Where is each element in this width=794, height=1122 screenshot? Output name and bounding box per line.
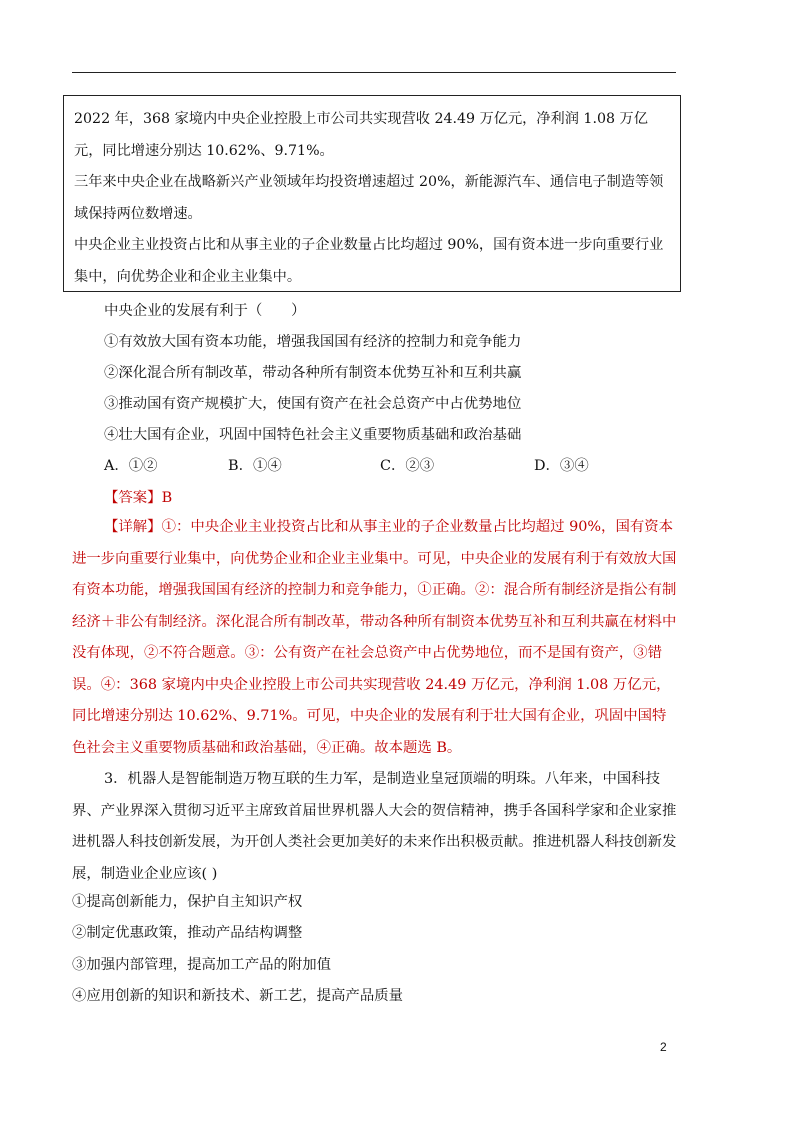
question-3-item-4: ④应用创新的知识和新技术、新工艺，提高产品质量: [72, 988, 403, 1004]
answer-label: 【答案】B: [104, 490, 173, 506]
question-2-options: [104, 455, 664, 477]
analysis-paragraph: 【详解】①：中央企业主业投资占比和从事主业的子企业数量占比均超过 90%，国有资本进一步向重要行业集中，向优势企业和企业主业集中。可见，中央企业的发展有利于有效放大国有资本功能，增强我国国有经济的控制力和竞争能力，①正确。②：混合所有制经济是指公有制经济＋非公有制经济。深化混合所有制改革，带动各种所有制资本优势互补和互利共赢在材料中没有体现，②不符合题意。③：公有资产在社会总资产中占优势地位，而不是国有资产，③错误。④：368 家境内中央企业控股上市公司共实现营收 24.49 万亿元，净利润 1.08 万亿元，同比增速分别达 10.62%、9.71%。可见，中央企业的发展有利于壮大国有企业，巩固中国特色社会主义重要物质基础和政治基础，④正确。故本题选 B。: [72, 519, 677, 756]
question-3-item-2: ②制定优惠政策，推动产品结构调整: [72, 925, 303, 941]
question-2-stem: 中央企业的发展有利于（ ）: [104, 303, 306, 319]
question-2-item-3: ③推动国有资产规模扩大，使国有资产在社会总资产中占优势地位: [104, 396, 522, 412]
material-paragraph-3: 中央企业主业投资占比和从事主业的子企业数量占比均超过 90%，国有资本进一步向重要行业集中，向优势企业和企业主业集中。: [74, 237, 664, 285]
material-box: [63, 95, 681, 292]
question-3-item-3: ③加强内部管理，提高加工产品的附加值: [72, 957, 332, 973]
page-number: 2: [660, 1040, 667, 1054]
question-2-item-4: ④壮大国有企业，巩固中国特色社会主义重要物质基础和政治基础: [104, 427, 522, 443]
option-c[interactable]: C．②③: [380, 458, 435, 474]
question-3-stem: 3．机器人是智能制造万物互联的生力军，是制造业皇冠顶端的明珠。八年来，中国科技界、产业界深入贯彻习近平主席致首届世界机器人大会的贺信精神，携手各国科学家和企业家推进机器人科技创新发展，为开创人类社会更加美好的未来作出积极贡献。推进机器人科技创新发展，制造业企业应该( ): [72, 771, 677, 882]
option-d[interactable]: D．③④: [534, 458, 589, 474]
material-paragraph-2: 三年来中央企业在战略新兴产业领域年均投资增速超过 20%，新能源汽车、通信电子制造等领域保持两位数增速。: [74, 174, 664, 222]
option-a[interactable]: A．①②: [104, 458, 158, 474]
question-2-item-1: ①有效放大国有资本功能，增强我国国有经济的控制力和竞争能力: [104, 334, 522, 350]
question-2-item-2: ②深化混合所有制改革，带动各种所有制资本优势互补和互利共赢: [104, 365, 522, 381]
option-b[interactable]: B．①④: [228, 458, 282, 474]
header-rule: [72, 72, 676, 73]
question-3-item-1: ①提高创新能力，保护自主知识产权: [72, 894, 303, 910]
material-paragraph-1: 2022 年，368 家境内中央企业控股上市公司共实现营收 24.49 万亿元，净利润 1.08 万亿元，同比增速分别达 10.62%、9.71%。: [74, 111, 648, 159]
